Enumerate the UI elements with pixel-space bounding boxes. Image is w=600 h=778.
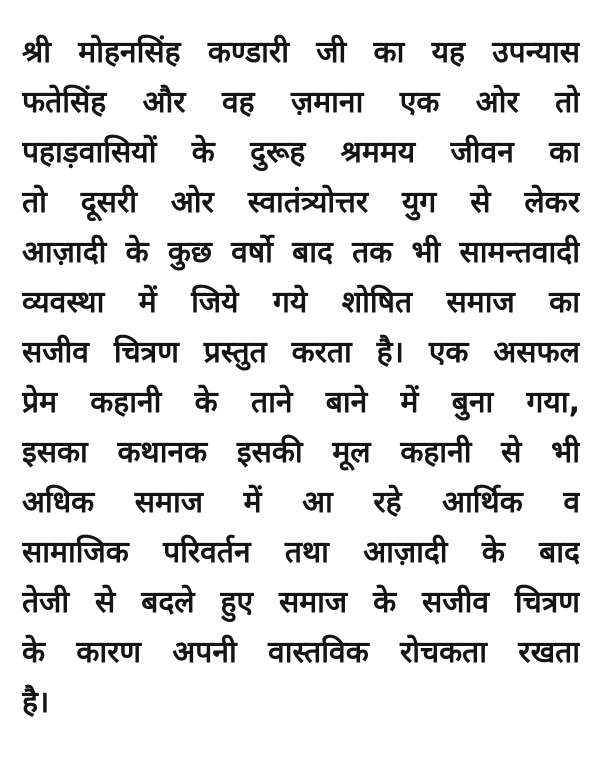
paragraph-line-9: इसका कथानक इसकी मूल कहानी से भी — [22, 435, 580, 470]
paragraph-line-12: तेजी से बदले हुए समाज के सजीव चित्रण — [22, 585, 580, 620]
paragraph-line-1: श्री मोहनसिंह कण्डारी जी का यह उपन्यास — [22, 35, 580, 70]
paragraph-line-13: के कारण अपनी वास्तविक रोचकता रखता — [22, 635, 580, 670]
paragraph-line-7: सजीव चित्रण प्रस्तुत करता है। एक असफल — [22, 335, 580, 370]
paragraph-line-8: प्रेम कहानी के ताने बाने में बुना गया, — [22, 385, 580, 420]
paragraph-line-4: तो दूसरी ओर स्वातंत्र्योत्तर युग से लेकर — [22, 185, 580, 220]
paragraph-line-6: व्यवस्था में जिये गये शोषित समाज का — [22, 285, 580, 320]
paragraph-line-14: है। — [22, 685, 50, 720]
paragraph-line-10: अधिक समाज में आ रहे आर्थिक व — [22, 485, 580, 520]
paragraph-line-2: फतेसिंह और वह ज़माना एक ओर तो — [22, 85, 580, 120]
paragraph-line-3: पहाड़वासियों के दुरूह श्रममय जीवन का — [22, 135, 580, 170]
paragraph-line-11: सामाजिक परिवर्तन तथा आज़ादी के बाद — [22, 535, 580, 570]
paragraph-line-5: आज़ादी के कुछ वर्षो बाद तक भी सामन्तवादी — [22, 235, 580, 270]
